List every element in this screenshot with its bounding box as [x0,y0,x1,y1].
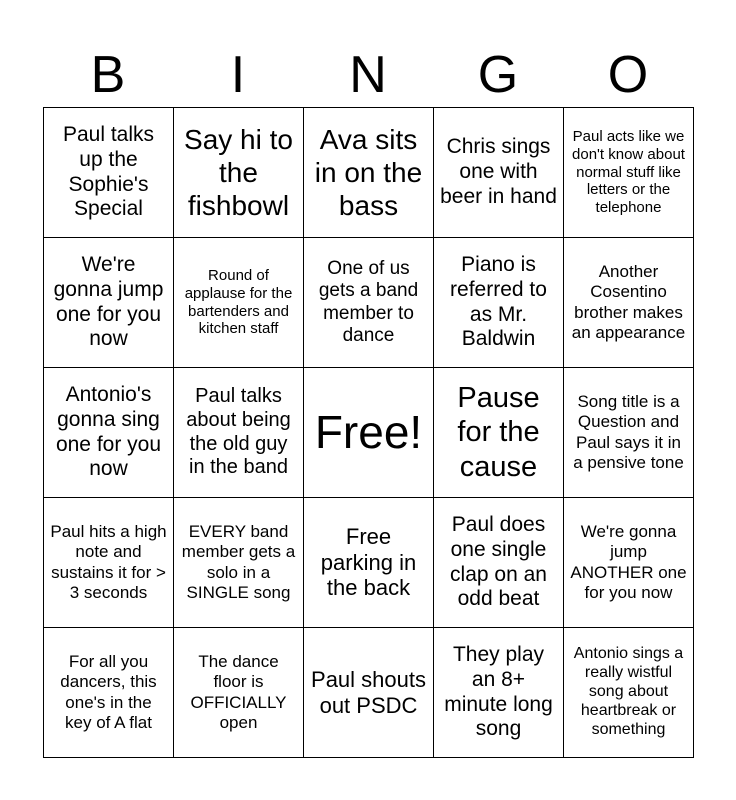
bingo-cell[interactable]: The dance floor is OFFICIALLY open [174,628,304,758]
bingo-cell[interactable]: Say hi to the fishbowl [174,108,304,238]
bingo-cell[interactable]: We're gonna jump one for you now [44,238,174,368]
header-letter-o: O [607,46,649,104]
bingo-cell[interactable]: Ava sits in on the bass [304,108,434,238]
bingo-cell[interactable]: One of us gets a band member to dance [304,238,434,368]
bingo-header [43,44,693,106]
bingo-grid [43,107,694,758]
bingo-cell[interactable]: Paul does one single clap on an odd beat [434,498,564,628]
bingo-cell[interactable]: Antonio's gonna sing one for you now [44,368,174,498]
bingo-cell[interactable]: Piano is referred to as Mr. Baldwin [434,238,564,368]
bingo-cell[interactable]: Pause for the cause [434,368,564,498]
bingo-cell[interactable]: They play an 8+ minute long song [434,628,564,758]
bingo-cell[interactable]: Paul shouts out PSDC [304,628,434,758]
bingo-cell[interactable]: Another Cosentino brother makes an appearance [564,238,694,368]
bingo-cell[interactable]: Song title is a Question and Paul says it in a pensive tone [564,368,694,498]
header-letter-b: B [90,46,126,104]
header-letter-g: G [477,46,519,104]
bingo-cell[interactable]: EVERY band member gets a solo in a SINGLE song [174,498,304,628]
header-letter-n: N [349,46,387,104]
free-space-cell[interactable]: Free! [304,368,434,498]
bingo-cell[interactable]: Paul talks up the Sophie's Special [44,108,174,238]
bingo-cell[interactable]: Antonio sings a really wistful song about heartbreak or something [564,628,694,758]
bingo-cell[interactable]: For all you dancers, this one's in the key of A flat [44,628,174,758]
bingo-cell[interactable]: Round of applause for the bartenders and kitchen staff [174,238,304,368]
header-letter-i: I [230,46,246,104]
bingo-cell[interactable]: Free parking in the back [304,498,434,628]
bingo-cell[interactable]: Chris sings one with beer in hand [434,108,564,238]
bingo-cell[interactable]: Paul acts like we don't know about normal stuff like letters or the telephone [564,108,694,238]
bingo-cell[interactable]: Paul hits a high note and sustains it for > 3 seconds [44,498,174,628]
bingo-cell[interactable]: We're gonna jump ANOTHER one for you now [564,498,694,628]
bingo-cell[interactable]: Paul talks about being the old guy in the band [174,368,304,498]
